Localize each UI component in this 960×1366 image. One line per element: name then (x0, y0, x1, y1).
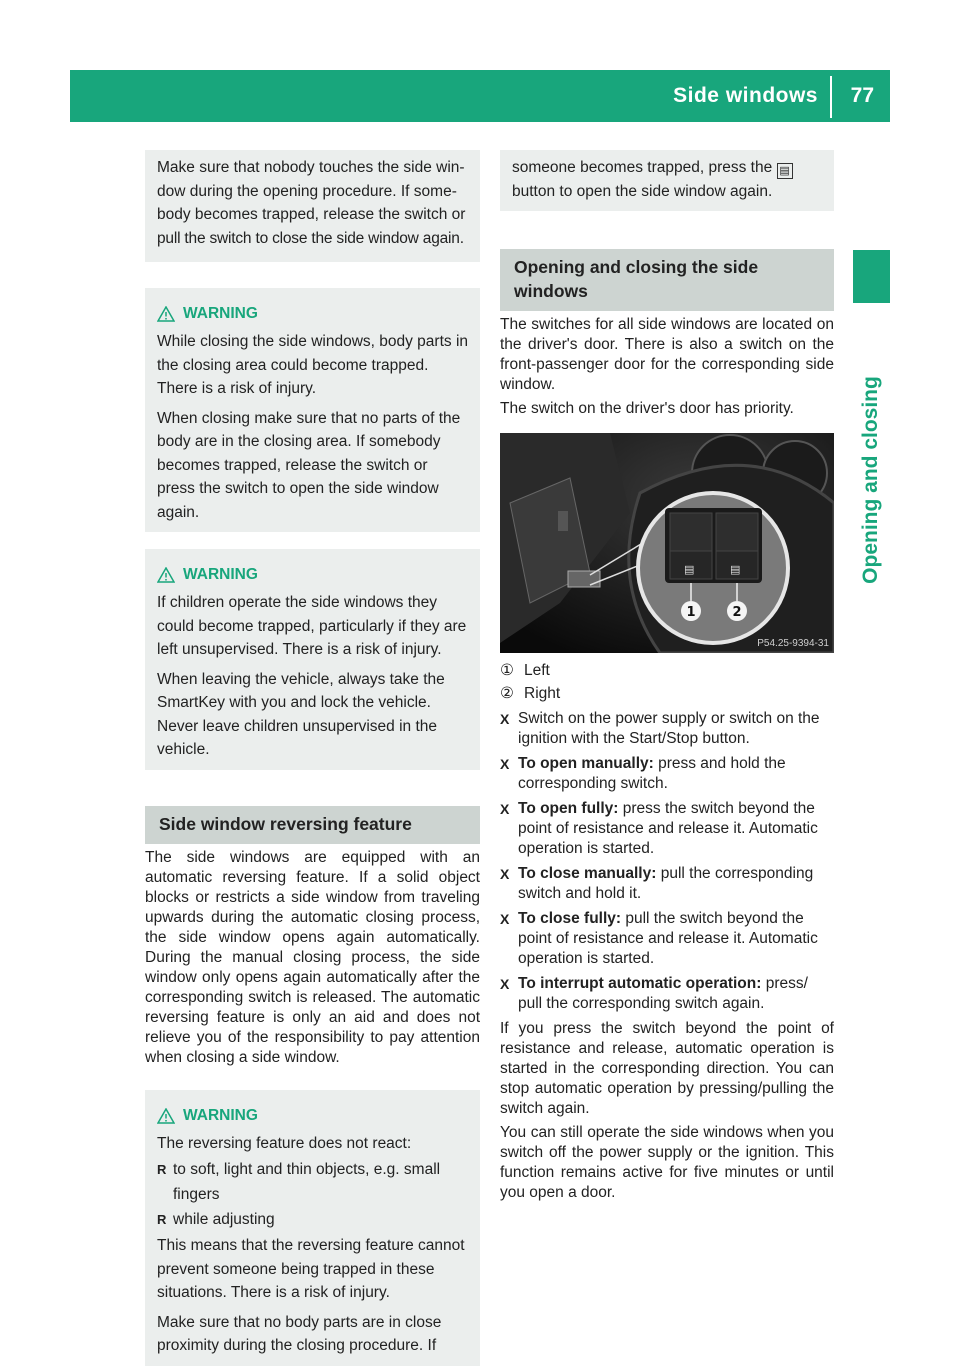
section-text: The switch on the driver's door has priority. (500, 400, 794, 417)
intro-line: body becomes trapped, release the switch or (157, 206, 466, 223)
step-item (500, 909, 834, 969)
header-bar (70, 70, 890, 122)
intro-line: pull the switch to close the side window again. (157, 229, 464, 247)
warning-text: The reversing feature does not react: (157, 1134, 412, 1152)
chapter-tab (853, 250, 890, 303)
warning-text: While closing the side windows, body parts in the closing area could become trapped. There is a risk of injury. (157, 333, 469, 397)
step-item (500, 974, 834, 1014)
step-item (500, 754, 834, 794)
left-column (145, 150, 480, 1366)
window-button-icon: ▤ (777, 163, 793, 179)
legend-number: ② (500, 685, 514, 702)
warning-label: WARNING (183, 305, 258, 322)
step-arrow-icon: X (500, 801, 510, 817)
section-text: The side windows are equipped with an automatic reversing feature. If a solid object blocks or restricts a side window from traveling upwards during the automatic closing process, the side window opens again automatically. During the manual closing process, the side window only opens again automatically after the corresponding switch is released. The automatic reversing feature is only an aid and does not relieve you of the responsibility to pay attention when closing a side window. (145, 848, 480, 1066)
step-arrow-icon: X (500, 756, 510, 772)
section-text: You can still operate the side windows when you switch off the power supply or the ignition. This function remains active for five minutes or until you open a door. (500, 1124, 834, 1201)
warning-text: When leaving the vehicle, always take the SmartKey with you and lock the vehicle. Never leave children unsupervised in the vehicle. (157, 670, 445, 758)
warning-box (145, 288, 480, 532)
step-arrow-icon: X (500, 866, 510, 882)
step-label: To open fully: (518, 800, 619, 817)
step-list (500, 709, 834, 1014)
section-heading: Side window reversing feature (145, 806, 480, 844)
legend-item (500, 659, 834, 682)
warning-text: If children operate the side windows they could become trapped, particularly if they are left unsupervised. There is a risk of injury. (157, 594, 467, 658)
legend (500, 659, 834, 705)
step-item (500, 864, 834, 904)
section-text: If you press the switch beyond the point of resistance and release, automatic operation is started in the corresponding direction. You can stop automatic operation by pressing/pulling the switch again. (500, 1020, 834, 1117)
warning-header (157, 563, 468, 587)
step-text: press/ pull the corresponding switch again. (518, 975, 808, 1012)
step-arrow-icon: X (500, 711, 510, 727)
step-label: To interrupt automatic operation: (518, 975, 762, 992)
svg-text:2: 2 (732, 605, 742, 620)
step-arrow-icon: X (500, 976, 510, 992)
page-number: 77 (850, 84, 874, 107)
section-text: The switches for all side windows are located on the driver's door. There is also a switch on the front-passenger door for the corresponding side window. (500, 316, 834, 393)
section-heading: Opening and closing the side windows (500, 249, 834, 311)
step-arrow-icon: X (500, 911, 510, 927)
warning-text: When closing make sure that no parts of the body are in the closing area. If somebody becomes trapped, release the switch or press the switch to open the side window again. (157, 409, 461, 521)
door-switch-illustration (500, 433, 834, 653)
list-item: R to soft, light and thin objects, e.g. small fingers (157, 1157, 468, 1207)
warning-label: WARNING (183, 1106, 258, 1124)
step-text: pull the corresponding switch and hold it. (518, 865, 814, 902)
legend-number: ① (500, 662, 514, 679)
intro-line: Make sure that nobody touches the side win- (157, 159, 465, 176)
step-label: To close manually: (518, 865, 657, 882)
intro-box (145, 150, 480, 262)
svg-text:▤: ▤ (684, 563, 695, 576)
switch-figure (500, 433, 834, 653)
legend-text: Left (524, 662, 550, 679)
legend-text: Right (524, 685, 561, 702)
legend-item (500, 682, 834, 705)
step-text: pull the switch beyond the point of resistance and release it. Automatic operation is started. (518, 910, 818, 967)
warning-icon (157, 1108, 175, 1124)
svg-text:1: 1 (686, 605, 696, 620)
header-divider (830, 76, 832, 118)
continued-warning-box (500, 150, 834, 211)
step-item (500, 709, 834, 749)
step-label: To open manually: (518, 755, 654, 772)
svg-text:▤: ▤ (730, 563, 741, 576)
step-text: press the switch beyond the point of resistance and release it. Automatic operation is started. (518, 800, 818, 857)
warning-box (145, 1090, 480, 1366)
step-label: To close fully: (518, 910, 622, 927)
warning-box (145, 549, 480, 770)
step-text: Switch on the power supply or switch on the ignition with the Start/Stop button. (518, 710, 820, 747)
warning-header (157, 1104, 468, 1128)
warning-label: WARNING (183, 566, 258, 583)
list-item: R while adjusting (157, 1207, 468, 1232)
warning-header (157, 302, 468, 326)
warning-text-part: someone becomes trapped, press the (512, 159, 773, 176)
figure-code: P54.25-9394-31 (757, 638, 829, 649)
warning-text (512, 156, 822, 203)
right-column (500, 150, 834, 1203)
intro-line: dow during the opening procedure. If some- (157, 182, 457, 200)
warning-text-part: button to open the side window again. (512, 182, 773, 200)
chapter-label: Opening and closing (859, 376, 882, 584)
step-item (500, 799, 834, 859)
warning-icon (157, 306, 175, 322)
page-title: Side windows (673, 84, 818, 107)
warning-text: This means that the reversing feature cannot prevent someone being trapped in these situations. There is a risk of injury. (157, 1237, 465, 1301)
step-text: press and hold the corresponding switch. (518, 755, 786, 792)
warning-text: Make sure that no body parts are in close proximity during the closing procedure. If (157, 1313, 442, 1354)
warning-icon (157, 567, 175, 583)
